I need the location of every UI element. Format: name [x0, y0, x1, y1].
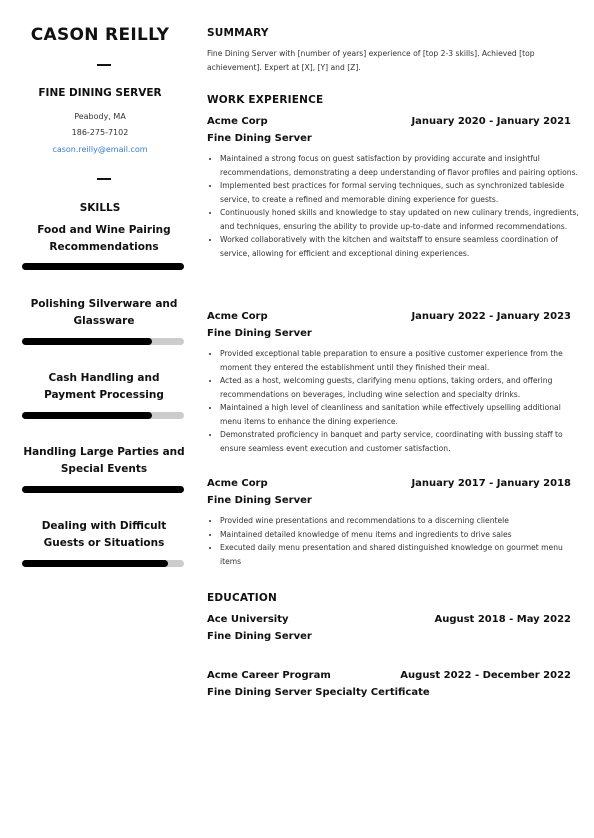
list-item: • Provided wine presentations and recommendations to a discerning clientele	[220, 514, 584, 528]
degree-name: Fine Dining Server Specialty Certificate	[207, 687, 430, 698]
skill-bar-fill	[22, 486, 184, 493]
job-dates: January 2020 - January 2021	[411, 116, 571, 127]
job-header	[207, 311, 571, 322]
email-link[interactable]: cason.reilly@email.com	[52, 145, 148, 154]
education-heading: EDUCATION	[207, 592, 278, 604]
list-item: • Worked collaboratively with the kitchen and waitstaff to ensure seamless coordination of service, allowing for efficient and exceptional dining experiences.	[220, 233, 584, 260]
skill-bar-fill	[22, 560, 168, 567]
job-role: Fine Dining Server	[207, 133, 312, 144]
job-bullets	[207, 152, 584, 260]
list-item: • Implemented best practices for formal serving techniques, such as synchronized tableside service, to create a refined and memorable dining experience for guests.	[220, 179, 584, 206]
skill-bar	[22, 486, 184, 493]
skill-item	[22, 222, 186, 256]
job-header	[207, 116, 571, 127]
skill-label: Handling Large Parties and Special Events	[23, 446, 185, 475]
list-item: • Continuously honed skills and knowledge to stay updated on new culinary trends, ingredients, and techniques, ensuring the ability to provide up-to-date and informed recommendations.	[220, 206, 584, 233]
candidate-name: CASON REILLY	[30, 25, 170, 45]
phone-text: 186-275-7102	[71, 128, 129, 137]
education-dates: August 2018 - May 2022	[434, 614, 571, 625]
list-item: • Provided exceptional table preparation to ensure a positive customer experience from the moment they entered the establishment until they finished their meal.	[220, 347, 584, 374]
skill-label: Polishing Silverware and Glassware	[30, 298, 178, 327]
education-dates: August 2022 - December 2022	[400, 670, 571, 681]
job-header	[207, 478, 571, 489]
skill-label: Dealing with Difficult Guests or Situations	[41, 520, 167, 549]
skill-item	[22, 518, 186, 552]
skill-bar-fill	[22, 412, 152, 419]
job-dates: January 2017 - January 2018	[411, 478, 571, 489]
education-header	[207, 614, 571, 625]
job-bullets	[207, 514, 584, 568]
job-role: Fine Dining Server	[207, 495, 312, 506]
skill-item	[22, 370, 186, 404]
job-dates: January 2022 - January 2023	[411, 311, 571, 322]
summary-text: Fine Dining Server with [number of years] experience of [top 2-3 skills]. Achieved [top achievement]. Expert at [X], [Y] and [Z].	[207, 49, 535, 72]
skill-bar-fill	[22, 263, 184, 270]
job-title: FINE DINING SERVER	[38, 87, 162, 99]
list-item: • Executed daily menu presentation and shared distinguished knowledge on gourmet menu items	[220, 541, 584, 568]
list-item: • Maintained detailed knowledge of menu items and ingredients to drive sales	[220, 528, 584, 542]
company-name: Acme Corp	[207, 478, 268, 489]
skills-heading: SKILLS	[79, 202, 121, 214]
list-item: • Demonstrated proficiency in banquet and party service, coordinating with bussing staff to ensure seamless event execution and customer satisfaction.	[220, 428, 584, 455]
skill-bar	[22, 560, 184, 567]
list-item: • Acted as a host, welcoming guests, clarifying menu options, taking orders, and offering recommendations on beverages, including wine selection and specialty drinks.	[220, 374, 584, 401]
divider	[97, 64, 111, 66]
school-name: Acme Career Program	[207, 670, 331, 681]
company-name: Acme Corp	[207, 116, 268, 127]
skill-label: Food and Wine Pairing Recommendations	[37, 224, 171, 253]
skill-label: Cash Handling and Payment Processing	[44, 372, 164, 401]
list-item: • Maintained a strong focus on guest satisfaction by providing accurate and insightful recommendations, demonstrating a deep understanding of flavor profiles and pairing options.	[220, 152, 584, 179]
summary-heading: SUMMARY	[207, 27, 269, 39]
skill-bar	[22, 263, 184, 270]
skill-item	[22, 296, 186, 330]
skill-item	[22, 444, 186, 478]
education-header	[207, 670, 571, 681]
location-text: Peabody, MA	[74, 112, 126, 121]
company-name: Acme Corp	[207, 311, 268, 322]
list-item: • Maintained a high level of cleanliness and sanitation while effectively upselling additional menu items to enhance the dining experience.	[220, 401, 584, 428]
skill-bar	[22, 338, 184, 345]
degree-name: Fine Dining Server	[207, 631, 312, 642]
job-role: Fine Dining Server	[207, 328, 312, 339]
skill-bar	[22, 412, 184, 419]
job-bullets	[207, 347, 584, 455]
skill-bar-fill	[22, 338, 152, 345]
experience-heading: WORK EXPERIENCE	[207, 94, 324, 106]
school-name: Ace University	[207, 614, 289, 625]
divider	[97, 178, 111, 180]
